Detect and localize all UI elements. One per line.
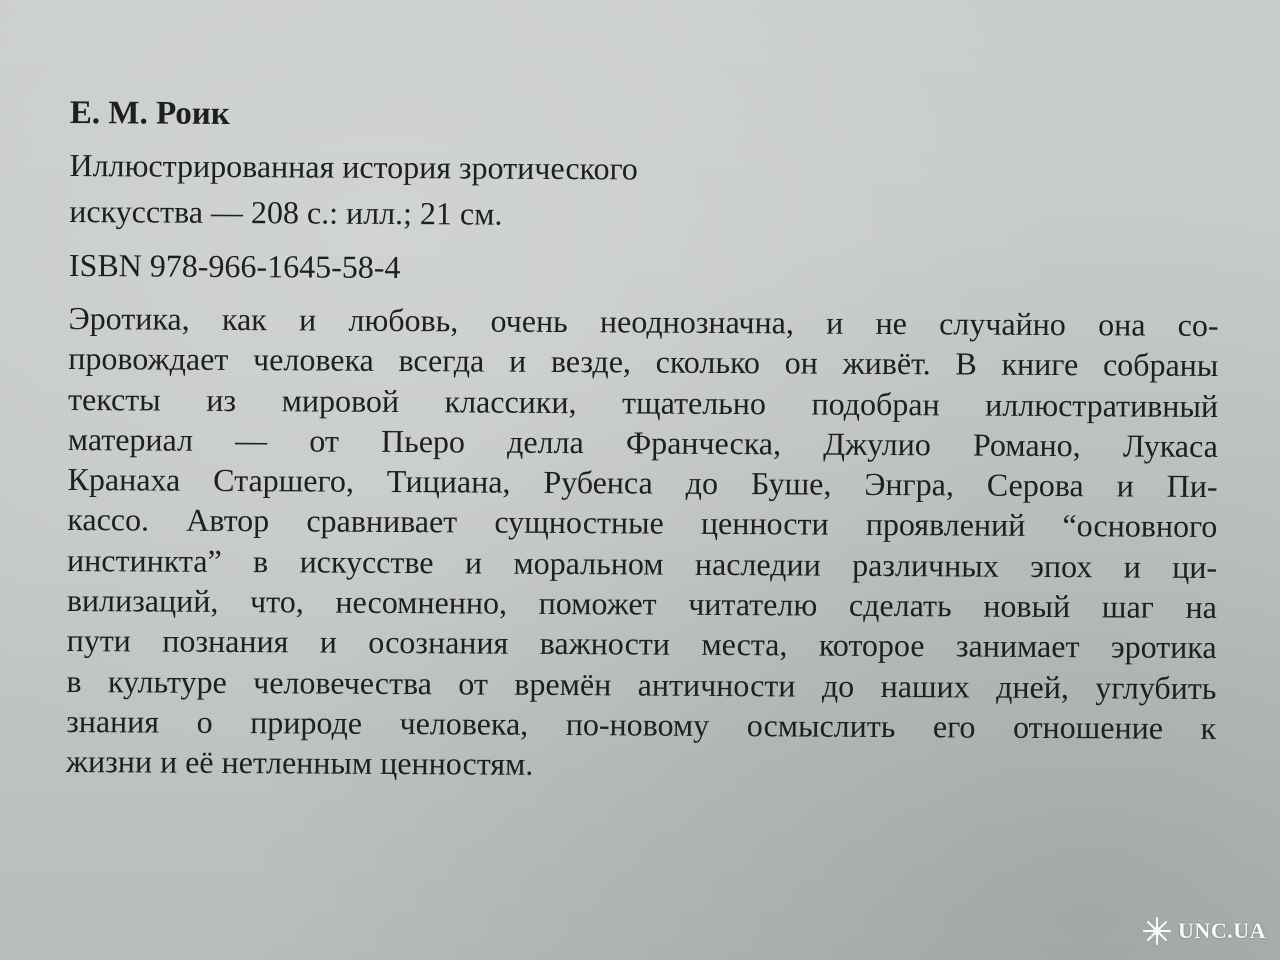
- abstract-line: пути познания и осознания важности места, которое занимает эротика: [66, 622, 1217, 666]
- catalog-record: [66, 90, 1220, 789]
- abstract-line: вилизаций, что, несомненно, поможет читателю сделать новый шаг на: [66, 582, 1217, 626]
- sunburst-icon: [1142, 916, 1172, 946]
- abstract-line: знания о природе человека, по-новому осмыслить его отношение к: [66, 702, 1217, 746]
- abstract-line: провождает человека всегда и везде, сколько он живёт. В книге собраны: [68, 340, 1219, 384]
- abstract-line: Эротика, как и любовь, очень неоднозначна, и не случайно она со-: [68, 299, 1219, 344]
- abstract-line: инстинкта” в искусстве и моральном наследии различных эпох и ци-: [67, 541, 1218, 585]
- title-line-2: искусства — 208 с.: илл.; 21 см.: [69, 192, 503, 232]
- watermark: [1142, 916, 1266, 946]
- abstract-line: жизни и её нетленным ценностям.: [65, 743, 534, 783]
- abstract-paragraph: [66, 298, 1219, 789]
- abstract-line: кассо. Автор сравнивает сущностные ценности проявлений “основного: [67, 501, 1218, 545]
- abstract-line: тексты из мировой классики, тщательно подобран иллюстративный: [68, 380, 1219, 424]
- abstract-line: в культуре человечества от времён античности до наших дней, углубить: [66, 662, 1217, 706]
- abstract-line: Кранаха Старшего, Тициана, Рубенса до Буше, Энгра, Серова и Пи-: [67, 461, 1218, 505]
- title-line-1: Иллюстрированная история зротического: [69, 146, 638, 187]
- abstract-line: материал — от Пьеро делла Франческа, Джулио Романо, Лукаса: [67, 420, 1218, 464]
- author-name: Е. М. Роик: [69, 94, 230, 132]
- isbn: ISBN 978-966-1645-58-4: [68, 246, 401, 286]
- watermark-text: UNC.UA: [1178, 918, 1266, 943]
